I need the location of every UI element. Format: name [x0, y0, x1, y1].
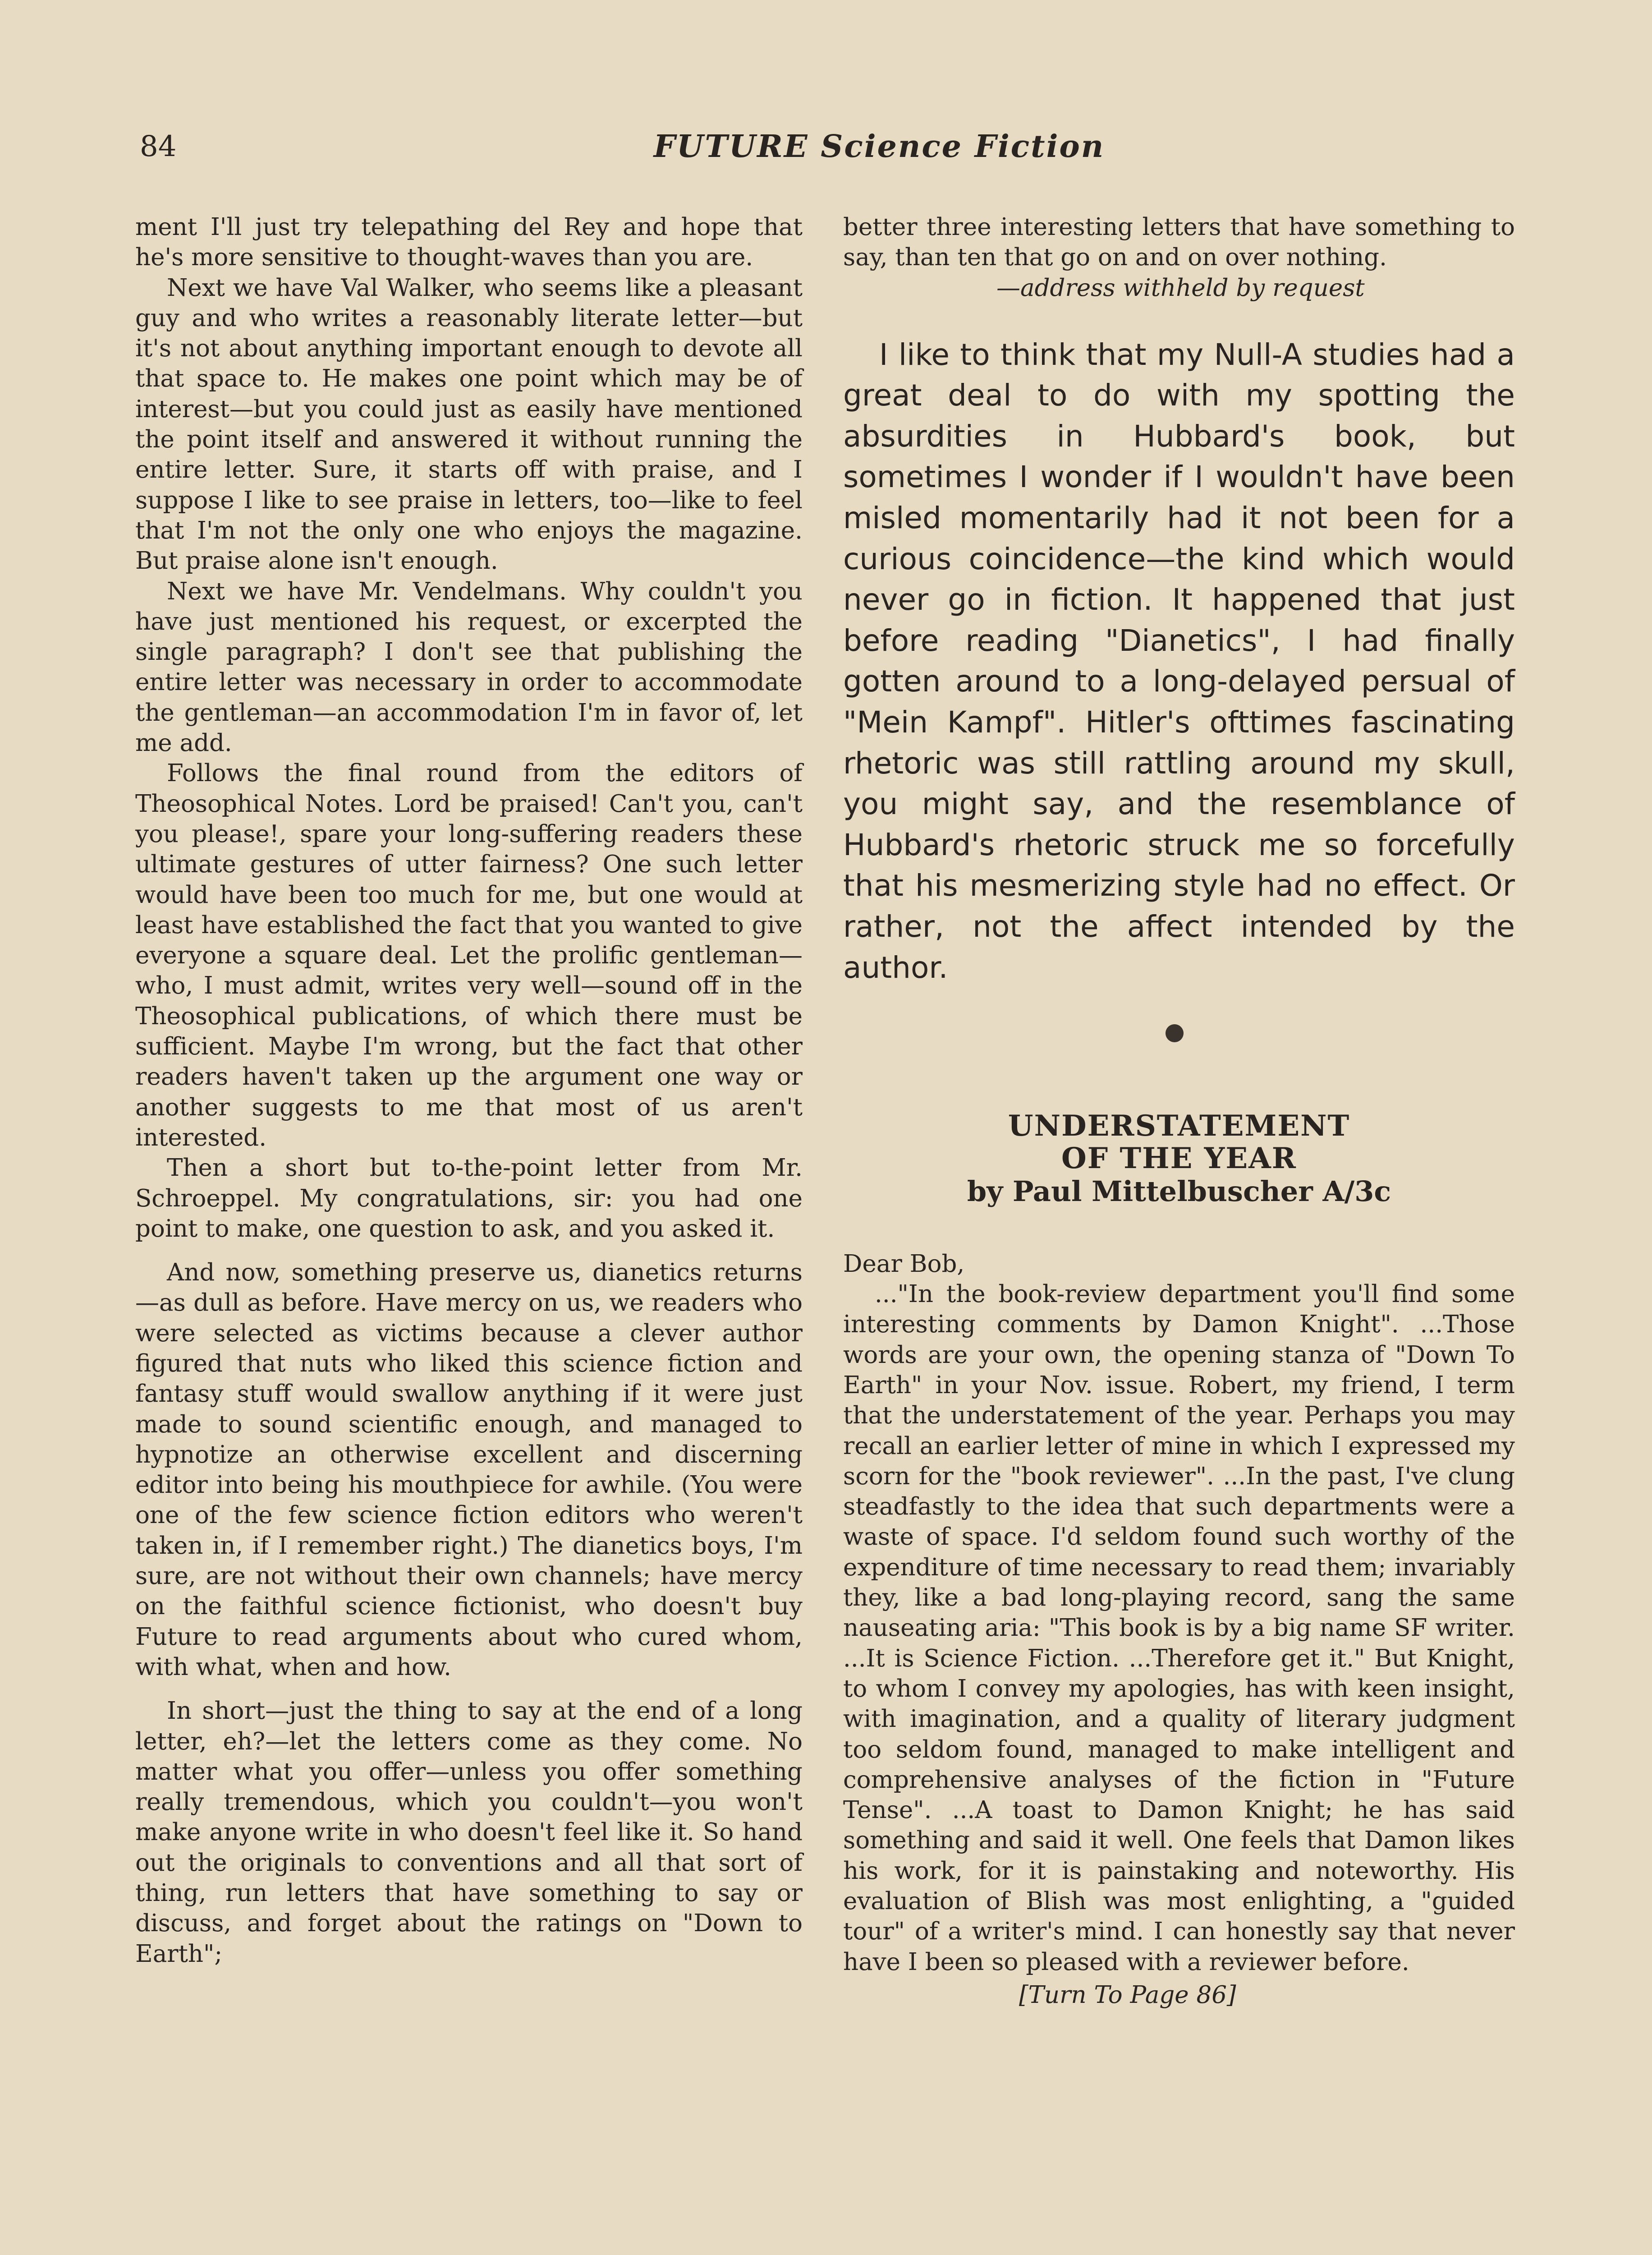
letter-signature: —address withheld by request	[996, 274, 1365, 302]
running-title: FUTURE Science Fiction	[653, 129, 1105, 165]
letter-paragraph: Follows the final round from the editors of Theosophical Notes. Lord be praised! Can't you, can't you please!, spare your long-suffering readers these ultimate gestures of utter fairness? One such letter would have been too much for me, but one would at least have established the fact that you wanted to give everyone a square deal. Let the prolific gentleman—who, I must admit, writes very well—sound off in the Theosophical publications, of which there must be sufficient. Maybe I'm wrong, but the fact that other readers haven't taken up the argument one way or another suggests to me that most of us aren't interested.	[135, 759, 803, 1151]
letter-paragraph: Next we have Val Walker, who seems like a pleasant guy and who writes a reasonably literate letter—but it's not about anything important enough to devote all that space to. He makes one point which may be of interest—but you could just as easily have mentioned the point itself and answered it without running the entire letter. Sure, it starts off with praise, and I suppose I like to see praise in letters, too—like to feel that I'm not the only one who enjoys the magazine. But praise alone isn't enough.	[135, 274, 803, 575]
page-header	[135, 129, 1515, 178]
letter-paragraph: And now, something preserve us, dianetics returns—as dull as before. Have mercy on us, we readers who were selected as victims because a clever author figured that nuts who liked this science fiction and fantasy stuff would swallow anything if it were just made to sound scientific enough, and managed to hypnotize an otherwise excellent and discerning editor into being his mouthpiece for awhile. (You were one of the few science fiction editors who weren't taken in, if I remember right.) The dianetics boys, I'm sure, are not without their own channels; have mercy on the faithful science fictionist, who doesn't buy Future to read arguments about who cured whom, with what, when and how.	[135, 1259, 803, 1681]
editor-reply: I like to think that my Null-A studies had a great deal to do with my spotting the absurdities in Hubbard's book, but sometimes I wonder if I wouldn't have been misled momentarily had it not been for a curious coincidence—the kind which would never go in fiction. It happened that just before reading "Dianetics", I had finally gotten around to a long-delayed persual of "Mein Kampf". Hitler's ofttimes fascinating rhetoric was still rattling around my skull, you might say, and the resemblance of Hubbard's rhetoric struck me so forcefully that his mesmerizing style had no effect. Or rather, not the affect intended by the author.	[843, 337, 1515, 985]
letter-paragraph: Next we have Mr. Vendelmans. Why couldn't you have just mentioned his request, or excerpted the single paragraph? I don't see that publishing the entire letter was necessary in order to accommodate the gentleman—an accommodation I'm in favor of, let me add.	[135, 577, 803, 757]
left-column	[135, 212, 803, 1969]
section-divider-dot	[1166, 1024, 1184, 1042]
article-title-line1: UNDERSTATEMENT	[1008, 1109, 1350, 1143]
letter-paragraph: Then a short but to-the-point letter from Mr. Schroeppel. My congratulations, sir: you had one point to make, one question to ask, and you asked it.	[135, 1154, 803, 1243]
letter-salutation: Dear Bob,	[843, 1250, 965, 1278]
letter-body: ..."In the book-review department you'll find some interesting comments by Damon Knight". ...Those words are your own, the opening stanza of "Down To Earth" in your Nov. issue. Robert, my friend, I term that the understatement of the year. Perhaps you may recall an earlier letter of mine in which I expressed my scorn for the "book reviewer". ...In the past, I've clung steadfastly to the idea that such departments were a waste of space. I'd seldom found such worthy of the expenditure of time necessary to read them; invariably they, like a bad long-playing record, sang the same nauseating aria: "This book is by a big name SF writer. ...It is Science Fiction. ...Therefore get it." But Knight, to whom I convey my apologies, has with keen insight, with imagination, and a quality of literary judgment too seldom found, managed to make intelligent and comprehensive analyses of the fiction in "Future Tense". ...A toast to Damon Knight; he has said something and said it well. One feels that Damon likes his work, for it is painstaking and noteworthy. His evaluation of Blish was most enlighting, a "guided tour" of a writer's mind. I can honestly say that never have I been so pleased with a reviewer before.	[843, 1280, 1515, 1976]
article-title-line2: OF THE YEAR	[1061, 1141, 1297, 1176]
letter-paragraph: In short—just the thing to say at the end of a long letter, eh?—let the letters come as they come. No matter what you offer—unless you offer something really tremendous, which you couldn't—you won't make anyone write in who doesn't feel like it. So hand out the originals to conventions and all that sort of thing, run letters that have something to say or discuss, and forget about the ratings on "Down to Earth";	[135, 1697, 803, 1968]
page-number: 84	[140, 130, 177, 163]
continued-note: [Turn To Page 86]	[1019, 1981, 1236, 2009]
letter-paragraph: ment I'll just try telepathing del Rey and hope that he's more sensitive to thought-waves than you are.	[135, 213, 803, 272]
right-column	[843, 212, 1515, 2010]
letter-continuation: better three interesting letters that have something to say, than ten that go on and on over nothing.	[843, 213, 1515, 272]
article-byline: by Paul Mittelbuscher A/3c	[967, 1175, 1391, 1208]
